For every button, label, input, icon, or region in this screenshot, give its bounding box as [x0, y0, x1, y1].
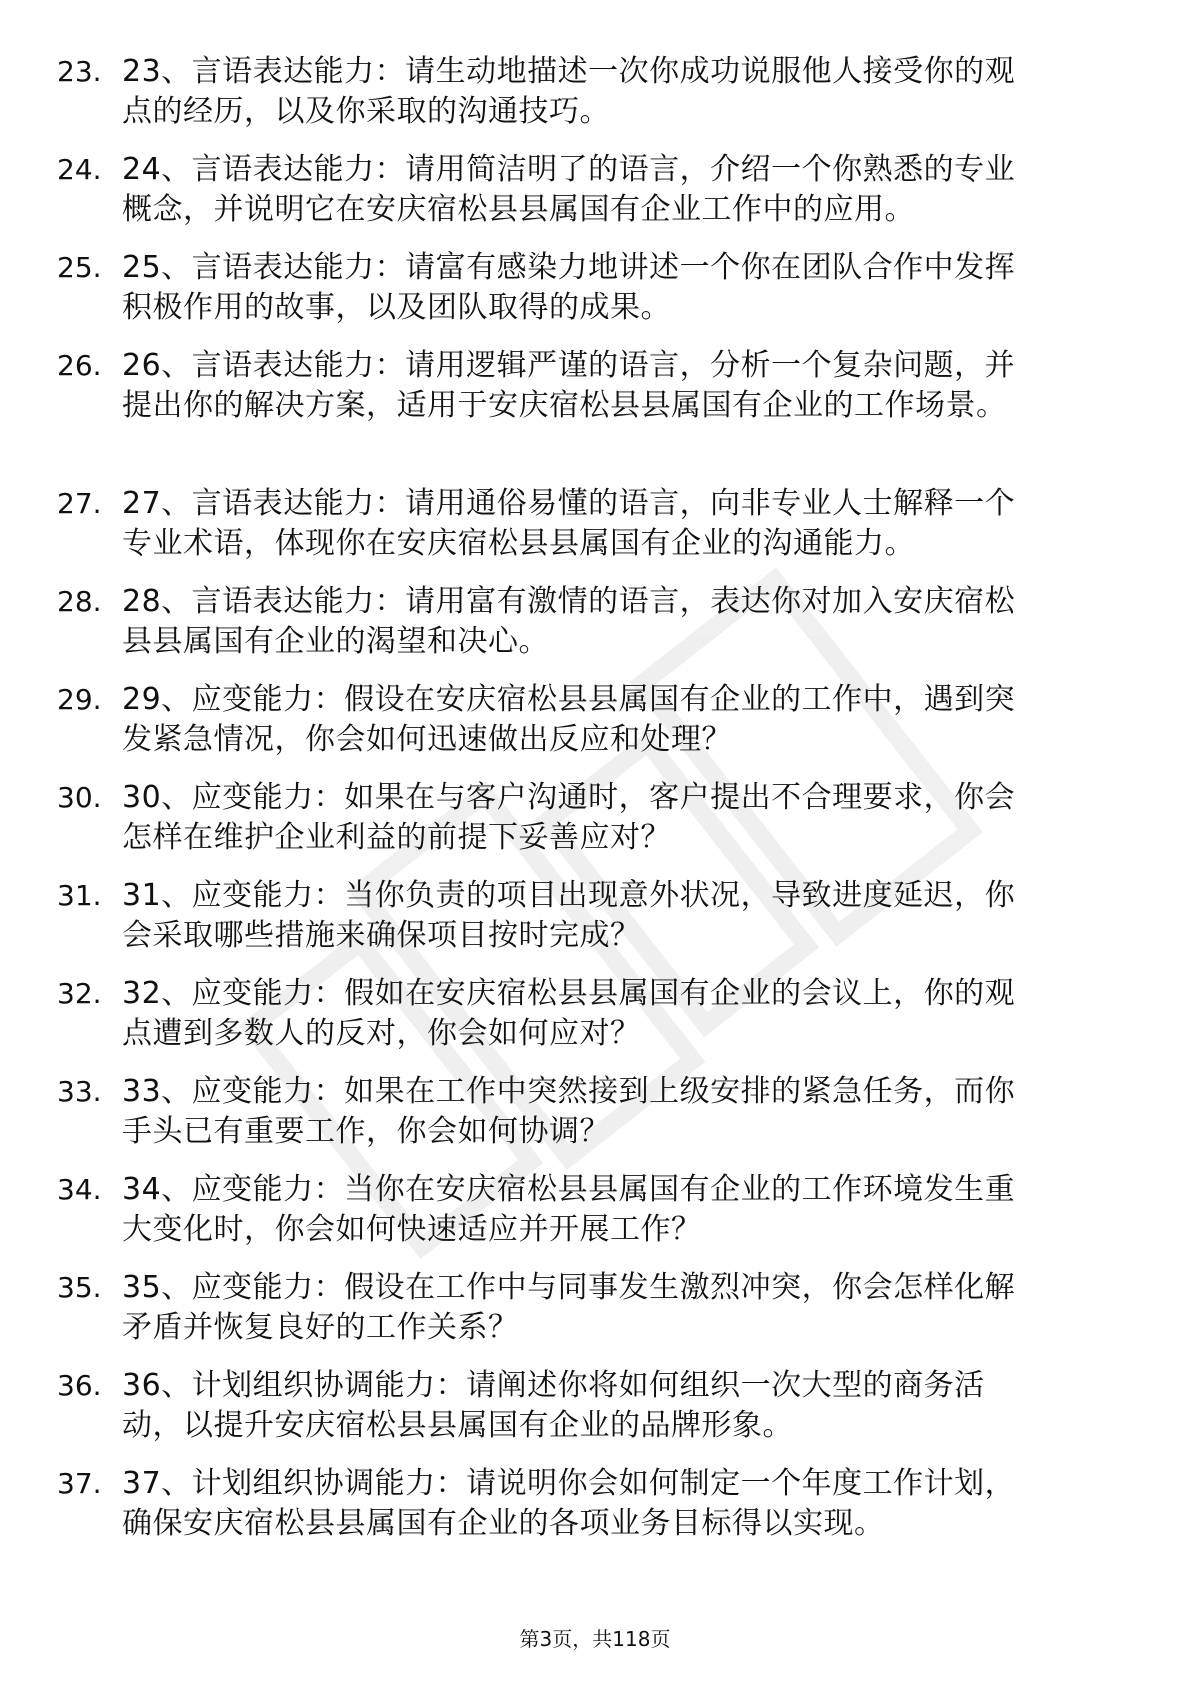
question-text: 27、言语表达能力：请用通俗易懂的语言，向非专业人士解释一个专业术语，体现你在安庆宿松县县属国有企业的沟通能力。 [122, 486, 1016, 561]
question-text: 26、言语表达能力：请用逻辑严谨的语言，分析一个复杂问题，并提出你的解决方案，适用于安庆宿松县县属国有企业的工作场景。 [122, 348, 1016, 423]
question-number: 24. [57, 153, 102, 186]
question-number: 25. [57, 251, 102, 284]
question-text: 30、应变能力：如果在与客户沟通时，客户提出不合理要求，你会怎样在维护企业利益的前提下妥善应对？ [122, 780, 1016, 855]
question-text: 31、应变能力：当你负责的项目出现意外状况，导致进度延迟，你会采取哪些措施来确保项目按时完成？ [122, 878, 1016, 953]
question-number: 29. [57, 683, 102, 716]
question-number: 34. [57, 1173, 102, 1206]
question-text: 37、计划组织协调能力：请说明你会如何制定一个年度工作计划，确保安庆宿松县县属国有企业的各项业务目标得以实现。 [122, 1466, 1016, 1541]
question-number: 28. [57, 585, 102, 618]
question-number: 26. [57, 349, 102, 382]
question-text: 32、应变能力：假如在安庆宿松县县属国有企业的会议上，你的观点遭到多数人的反对，你会如何应对？ [122, 976, 1016, 1051]
question-text: 33、应变能力：如果在工作中突然接到上级安排的紧急任务，而你手头已有重要工作，你会如何协调？ [122, 1074, 1016, 1149]
question-number: 32. [57, 977, 102, 1010]
question-number: 37. [57, 1467, 102, 1500]
question-text: 34、应变能力：当你在安庆宿松县县属国有企业的工作环境发生重大变化时，你会如何快速适应并开展工作？ [122, 1172, 1016, 1247]
question-text: 25、言语表达能力：请富有感染力地讲述一个你在团队合作中发挥积极作用的故事，以及团队取得的成果。 [122, 250, 1016, 325]
question-number: 31. [57, 879, 102, 912]
question-text: 28、言语表达能力：请用富有激情的语言，表达你对加入安庆宿松县县属国有企业的渴望和决心。 [122, 584, 1016, 659]
question-number: 30. [57, 781, 102, 814]
question-text: 29、应变能力：假设在安庆宿松县县属国有企业的工作中，遇到突发紧急情况，你会如何迅速做出反应和处理？ [122, 682, 1016, 757]
question-text: 35、应变能力：假设在工作中与同事发生激烈冲突，你会怎样化解矛盾并恢复良好的工作关系？ [122, 1270, 1016, 1345]
question-number: 36. [57, 1369, 102, 1402]
question-number: 35. [57, 1271, 102, 1304]
question-number: 27. [57, 487, 102, 520]
page-number: 第3页，共118页 [519, 1627, 671, 1651]
question-number: 33. [57, 1075, 102, 1108]
question-text: 36、计划组织协调能力：请阐述你将如何组织一次大型的商务活动，以提升安庆宿松县县属国有企业的品牌形象。 [122, 1368, 985, 1443]
question-number: 23. [57, 55, 102, 88]
question-text: 24、言语表达能力：请用简洁明了的语言，介绍一个你熟悉的专业概念，并说明它在安庆宿松县县属国有企业工作中的应用。 [122, 152, 1016, 227]
question-text: 23、言语表达能力：请生动地描述一次你成功说服他人接受你的观点的经历，以及你采取的沟通技巧。 [122, 54, 1016, 129]
